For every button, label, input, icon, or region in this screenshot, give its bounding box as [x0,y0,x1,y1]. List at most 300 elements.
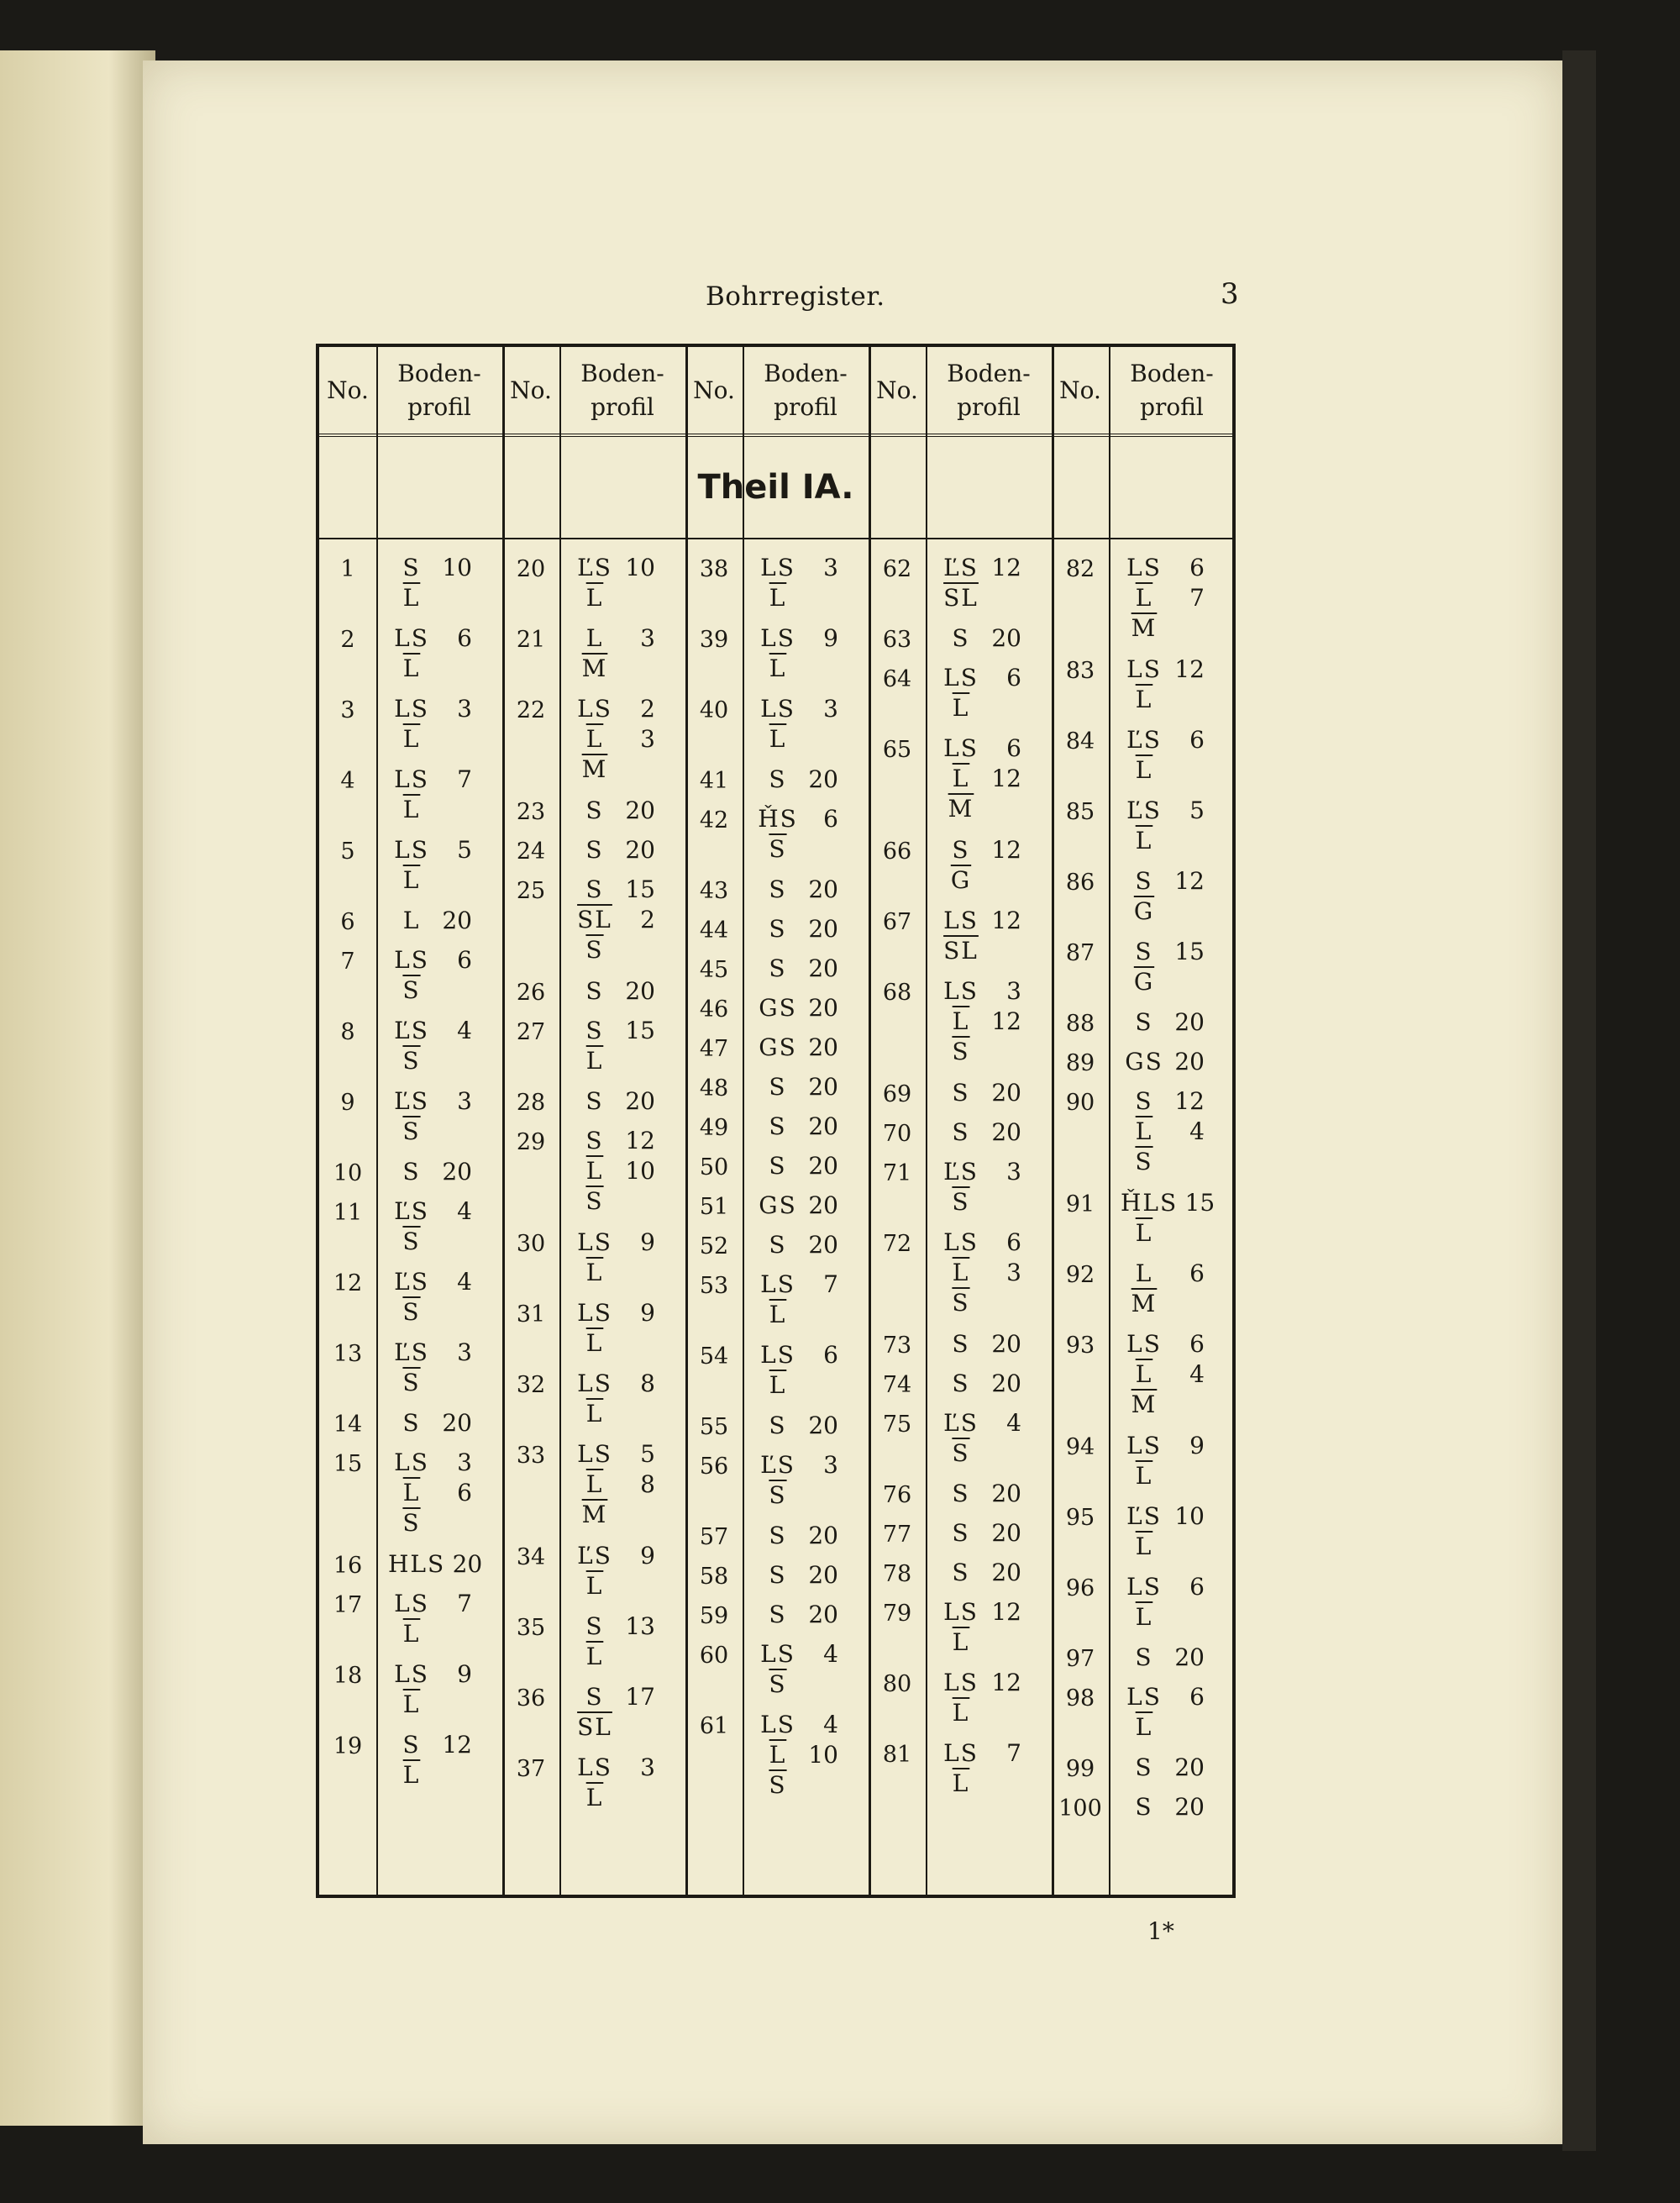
soil-profile [937,1078,1021,1108]
soil-layer-symbol: LS [1126,1573,1162,1601]
soil-profile [937,553,1021,613]
soil-profile [388,623,472,684]
entry-number: 92 [1065,1262,1095,1288]
soil-layer-depth: 5 [1189,797,1205,824]
soil-layer-symbol: $\overline{L}$ [585,1047,604,1075]
soil-layer-depth: 5 [457,836,472,864]
entry-number: 1 [340,556,355,582]
soil-profile [388,553,472,613]
soil-layer-symbol: S [952,1559,970,1586]
soil-layer-symbol: LS [760,1640,795,1668]
header-no: No. [1059,376,1101,404]
soil-layer-symbol: S [585,1612,604,1640]
soil-layer-depth: 20 [1174,1008,1205,1036]
entry-number: 76 [882,1482,912,1508]
soil-layer-depth: 20 [625,1087,655,1115]
soil-profile [571,694,655,785]
soil-profile [388,1659,472,1720]
soil-layer-symbol: LS [394,946,429,974]
entry-number: 61 [699,1713,729,1739]
soil-layer-symbol: $\overline{SL}$ [943,937,979,965]
soil-layer-symbol: S [952,1118,970,1146]
soil-layer-depth: 3 [1006,1259,1021,1286]
entry-number: 63 [882,627,912,653]
soil-layer-symbol: $\overline{L}$ [1135,756,1153,784]
soil-profile [571,1439,655,1530]
soil-layer-depth: 10 [808,1741,838,1769]
entry-number: 88 [1065,1011,1095,1037]
soil-profile [937,1597,1021,1658]
soil-layer-symbol: $\overline{L}$ [1135,1713,1153,1741]
soil-layer-depth: 7 [457,1590,472,1617]
entry-number: 73 [882,1333,912,1359]
soil-layer-symbol: S [585,836,604,864]
soil-layer-symbol: $\overline{M}$ [1131,614,1158,642]
soil-layer-symbol: ȞS [758,805,798,833]
soil-profile [937,623,1021,654]
soil-layer-depth: 20 [808,1191,838,1219]
soil-layer-symbol: $\overline{S}$ [402,1117,421,1145]
soil-layer-depth: 7 [457,765,472,793]
soil-layer-symbol: $\overline{SL}$ [943,584,979,612]
soil-layer-depth: 2 [640,695,655,723]
entry-number: 18 [333,1663,363,1689]
soil-layer-symbol: ĽS [394,1338,429,1366]
soil-profile [388,1448,472,1538]
entry-number: 33 [516,1443,546,1469]
soil-layer-symbol: S [952,1519,970,1547]
soil-layer-symbol: $\overline{S}$ [952,1038,970,1065]
entry-number: 47 [699,1036,729,1062]
soil-layer-depth: 3 [457,1338,472,1366]
entry-number: 93 [1065,1333,1095,1359]
soil-profile [1121,1188,1215,1249]
soil-layer-symbol: ĽS [943,1158,979,1186]
soil-layer-symbol: $\overline{L}$ [585,1400,604,1427]
soil-layer-depth: 20 [808,915,838,943]
soil-layer-symbol: $\overline{L}$ [952,765,970,792]
soil-layer-symbol: LS [760,695,795,723]
soil-layer-depth: 20 [442,1158,472,1186]
entry-number: 25 [516,878,546,904]
header-no: No. [510,376,552,404]
entry-number: 70 [882,1121,912,1147]
soil-layer-depth: 15 [625,875,655,903]
soil-layer-symbol: S [1135,867,1153,895]
soil-profile [1121,1329,1205,1420]
soil-layer-depth: 7 [1189,584,1205,612]
soil-profile [388,1549,482,1580]
header-bodenprofil: Boden- profil [764,359,848,421]
soil-layer-symbol: HLS [388,1550,446,1578]
soil-layer-depth: 10 [442,554,472,581]
soil-layer-symbol: $\overline{L}$ [1135,1117,1153,1145]
soil-layer-depth: 17 [625,1683,655,1711]
entry-number: 31 [516,1301,546,1328]
soil-layer-symbol: LS [394,624,429,652]
soil-layer-depth: 20 [991,1330,1021,1358]
page-number: 3 [1221,277,1239,311]
soil-layer-depth: 6 [457,624,472,652]
entry-number: 45 [699,957,729,983]
soil-layer-depth: 20 [1174,1048,1205,1075]
soil-layer-symbol: LS [1126,1330,1162,1358]
soil-layer-symbol: $\overline{L}$ [585,1157,604,1185]
soil-layer-depth: 4 [457,1268,472,1296]
entry-number: 36 [516,1685,546,1711]
soil-layer-symbol: $\overline{M}$ [581,655,608,682]
entry-number: 32 [516,1372,546,1398]
soil-layer-symbol: $\overline{L}$ [585,584,604,612]
entry-number: 96 [1065,1575,1095,1601]
soil-profile [937,733,1021,824]
entry-number: 12 [333,1270,363,1296]
soil-profile [1121,1643,1205,1673]
soil-profile [937,906,1021,966]
soil-layer-symbol: $\overline{S}$ [402,1228,421,1255]
soil-layer-symbol: LS [394,1660,429,1688]
soil-layer-depth: 12 [991,1669,1021,1696]
soil-layer-depth: 6 [1189,1573,1205,1601]
soil-profile [937,976,1021,1067]
entry-number: 5 [340,839,355,865]
soil-profile [754,1270,838,1330]
header-bodenprofil: Boden- profil [397,359,481,421]
soil-layer-symbol: L [402,907,421,934]
soil-layer-depth: 10 [625,1157,655,1185]
soil-layer-symbol: LS [394,1449,429,1476]
soil-layer-symbol: LS [943,1739,979,1767]
soil-profile [937,1738,1021,1799]
entry-number: 11 [333,1200,363,1226]
soil-layer-symbol: S [585,797,604,824]
soil-layer-symbol: S [769,1073,787,1101]
soil-layer-depth: 3 [823,554,838,581]
soil-profile [1121,937,1205,997]
soil-layer-depth: 20 [808,765,838,793]
soil-layer-depth: 12 [991,1007,1021,1035]
soil-profile [937,1668,1021,1728]
entry-number: 72 [882,1231,912,1257]
soil-layer-symbol: $\overline{G}$ [1133,968,1155,996]
soil-layer-symbol: $\overline{L}$ [769,725,787,753]
column-rule [376,347,378,1895]
soil-layer-symbol: ĽS [394,1017,429,1044]
soil-profile [937,1228,1021,1318]
soil-profile [388,694,472,754]
entry-number: 16 [333,1553,363,1579]
entry-number: 86 [1065,870,1095,896]
soil-layer-depth: 3 [457,695,472,723]
entry-number: 99 [1065,1756,1095,1782]
entry-number: 48 [699,1075,729,1102]
entry-number: 49 [699,1115,729,1141]
soil-layer-symbol: S [769,1601,787,1628]
soil-profile [754,1191,838,1221]
soil-layer-depth: 20 [991,1370,1021,1397]
entry-number: 62 [882,556,912,582]
soil-layer-symbol: $\overline{L}$ [1135,1533,1153,1560]
soil-layer-symbol: $\overline{L}$ [402,1479,421,1506]
entry-number: 59 [699,1603,729,1629]
soil-profile [754,694,838,754]
soil-layer-symbol: $\overline{S}$ [585,936,604,964]
soil-layer-depth: 3 [1006,1158,1021,1186]
soil-profile [754,1151,838,1181]
soil-layer-symbol: $\overline{L}$ [952,1699,970,1727]
soil-layer-symbol: LS [943,1598,979,1626]
soil-layer-depth: 3 [457,1087,472,1115]
soil-profile [388,1086,472,1147]
soil-layer-symbol: S [769,1561,787,1589]
entry-number: 98 [1065,1685,1095,1711]
soil-layer-symbol: $\overline{SL}$ [577,1713,612,1741]
soil-layer-symbol: S [585,1087,604,1115]
soil-profile [571,1612,655,1672]
soil-profile [571,1228,655,1288]
soil-layer-symbol: $\overline{S}$ [952,1188,970,1216]
soil-layer-symbol: LS [760,1270,795,1298]
entry-number: 42 [699,807,729,833]
entry-number: 85 [1065,799,1095,825]
soil-layer-symbol: ĽS [577,554,612,581]
entry-number: 22 [516,697,546,723]
soil-profile [1121,1431,1205,1491]
soil-layer-depth: 6 [1189,554,1205,581]
soil-profile [754,1072,838,1102]
soil-layer-symbol: $\overline{L}$ [1135,1360,1153,1388]
soil-layer-depth: 9 [640,1228,655,1256]
soil-profile [388,1589,472,1649]
soil-layer-depth: 20 [991,1118,1021,1146]
soil-profile [388,906,472,936]
entry-number: 6 [340,909,355,935]
entry-number: 60 [699,1643,729,1669]
soil-profile [754,553,838,613]
soil-layer-symbol: $\overline{G}$ [950,866,972,894]
soil-layer-depth: 20 [625,797,655,824]
soil-layer-symbol: $\overline{L}$ [402,1761,421,1789]
soil-layer-symbol: $\overline{L}$ [1135,1462,1153,1490]
soil-profile [754,623,838,684]
soil-layer-depth: 6 [1006,664,1021,691]
soil-layer-symbol: S [1135,1753,1153,1781]
soil-layer-depth: 4 [1189,1117,1205,1145]
soil-layer-symbol: $\overline{M}$ [581,755,608,783]
soil-layer-depth: 20 [808,1601,838,1628]
soil-profile [388,1267,472,1328]
soil-layer-depth: 6 [457,946,472,974]
soil-layer-symbol: S [769,765,787,793]
soil-profile [571,1086,655,1117]
soil-profile [754,1033,838,1063]
soil-layer-depth: 3 [1006,977,1021,1005]
soil-layer-symbol: $\overline{S}$ [952,1439,970,1467]
soil-layer-depth: 15 [625,1017,655,1044]
soil-profile [571,835,655,865]
entry-number: 95 [1065,1505,1095,1531]
soil-layer-symbol: ȞLS [1121,1189,1179,1217]
entry-number: 54 [699,1343,729,1370]
soil-profile [937,1479,1021,1509]
soil-profile [571,1298,655,1359]
entry-number: 91 [1065,1191,1095,1217]
group-rule [869,347,871,1895]
soil-layer-symbol: S [769,954,787,982]
soil-layer-symbol: $\overline{S}$ [1135,1148,1153,1175]
entry-number: 10 [333,1160,363,1186]
soil-layer-depth: 2 [640,906,655,933]
soil-layer-symbol: GS [1125,1048,1163,1075]
soil-layer-depth: 9 [1189,1432,1205,1459]
entry-number: 65 [882,737,912,763]
soil-layer-symbol: S [585,875,604,903]
entry-number: 56 [699,1454,729,1480]
soil-profile [571,553,655,613]
entry-number: 79 [882,1601,912,1627]
entry-number: 80 [882,1671,912,1697]
soil-profile [1121,1501,1205,1562]
soil-layer-symbol: S [952,1370,970,1397]
soil-profile [754,1340,838,1401]
soil-layer-symbol: LS [577,1440,612,1468]
soil-profile [388,1730,472,1790]
soil-layer-symbol: S [402,1409,421,1437]
soil-layer-symbol: $\overline{M}$ [948,795,974,823]
soil-profile [571,623,655,684]
soil-layer-symbol: LS [760,554,795,581]
soil-layer-symbol: $\overline{L}$ [1135,1603,1153,1631]
soil-layer-depth: 5 [640,1440,655,1468]
bohrregister-table [316,344,1236,1898]
soil-profile [1121,866,1205,927]
soil-layer-symbol: S [952,1079,970,1107]
soil-layer-depth: 20 [808,994,838,1022]
soil-profile [571,1753,655,1813]
entry-number: 71 [882,1160,912,1186]
soil-profile [754,1639,838,1700]
soil-profile [571,1682,655,1743]
soil-layer-symbol: LS [577,1370,612,1397]
soil-layer-symbol: S [1135,1008,1153,1036]
soil-profile [388,945,472,1006]
soil-profile [388,1408,472,1438]
entry-number: 15 [333,1451,363,1477]
soil-layer-symbol: S [1135,1087,1153,1115]
soil-layer-symbol: $\overline{G}$ [1133,897,1155,925]
header-no: No. [876,376,918,404]
soil-layer-symbol: $\overline{L}$ [585,1784,604,1811]
soil-layer-depth: 6 [1189,1330,1205,1358]
soil-layer-symbol: S [952,624,970,652]
soil-layer-symbol: $\overline{L}$ [952,694,970,722]
soil-layer-depth: 4 [457,1197,472,1225]
soil-layer-symbol: L [585,624,604,652]
soil-layer-depth: 3 [640,1753,655,1781]
soil-layer-depth: 10 [625,554,655,581]
soil-layer-symbol: $\overline{L}$ [402,584,421,612]
soil-profile [571,875,655,965]
soil-profile [754,914,838,944]
column-rule [559,347,561,1895]
soil-layer-depth: 20 [808,1033,838,1061]
soil-layer-depth: 3 [640,624,655,652]
soil-layer-depth: 12 [1174,1087,1205,1115]
soil-layer-symbol: S [585,1127,604,1154]
soil-layer-symbol: ĽS [1126,797,1162,824]
soil-layer-depth: 20 [808,954,838,982]
soil-layer-depth: 12 [442,1731,472,1759]
soil-profile [754,1560,838,1590]
soil-layer-depth: 6 [823,805,838,833]
soil-layer-depth: 9 [823,624,838,652]
soil-layer-depth: 6 [457,1479,472,1506]
soil-profile [571,1541,655,1601]
entry-number: 3 [340,697,355,723]
soil-layer-depth: 4 [457,1017,472,1044]
soil-layer-symbol: S [769,1412,787,1439]
soil-profile [571,976,655,1007]
soil-layer-symbol: LS [577,1299,612,1327]
soil-layer-symbol: $\overline{S}$ [769,1771,787,1799]
entry-number: 64 [882,666,912,692]
soil-profile [571,1369,655,1429]
soil-layer-depth: 8 [640,1370,655,1397]
entry-number: 2 [340,627,355,653]
entry-number: 30 [516,1231,546,1257]
soil-layer-symbol: LS [760,1341,795,1369]
soil-layer-depth: 20 [1174,1793,1205,1821]
soil-layer-depth: 6 [823,1341,838,1369]
soil-layer-symbol: LS [577,1228,612,1256]
soil-layer-symbol: $\overline{L}$ [585,1572,604,1600]
soil-layer-symbol: S [769,875,787,903]
soil-layer-symbol: ĽS [394,1268,429,1296]
soil-layer-symbol: LS [1126,554,1162,581]
soil-layer-depth: 3 [640,725,655,753]
soil-layer-symbol: $\overline{L}$ [769,655,787,682]
entry-number: 97 [1065,1646,1095,1672]
soil-layer-symbol: $\overline{S}$ [952,1289,970,1317]
soil-layer-depth: 4 [823,1640,838,1668]
soil-layer-depth: 20 [808,1412,838,1439]
soil-layer-depth: 9 [457,1660,472,1688]
soil-layer-depth: 20 [808,1112,838,1140]
soil-profile [1121,655,1205,715]
soil-layer-symbol: LS [577,695,612,723]
soil-layer-depth: 20 [625,836,655,864]
soil-layer-symbol: $\overline{M}$ [1131,1391,1158,1418]
soil-layer-depth: 20 [625,977,655,1005]
entry-number: 52 [699,1233,729,1259]
soil-layer-depth: 3 [823,695,838,723]
entry-number: 81 [882,1742,912,1768]
soil-profile [1121,796,1205,856]
soil-layer-symbol: S [769,1522,787,1549]
soil-layer-symbol: LS [394,1590,429,1617]
soil-profile [937,663,1021,723]
entry-number: 7 [340,949,355,975]
soil-layer-symbol: S [952,1330,970,1358]
soil-layer-depth: 7 [1006,1739,1021,1767]
soil-layer-depth: 4 [1189,1360,1205,1388]
soil-layer-symbol: LS [577,1753,612,1781]
soil-layer-symbol: LS [943,1669,979,1696]
entry-number: 21 [516,627,546,653]
soil-layer-depth: 20 [442,1409,472,1437]
soil-layer-depth: 12 [991,554,1021,581]
entry-number: 39 [699,627,729,653]
